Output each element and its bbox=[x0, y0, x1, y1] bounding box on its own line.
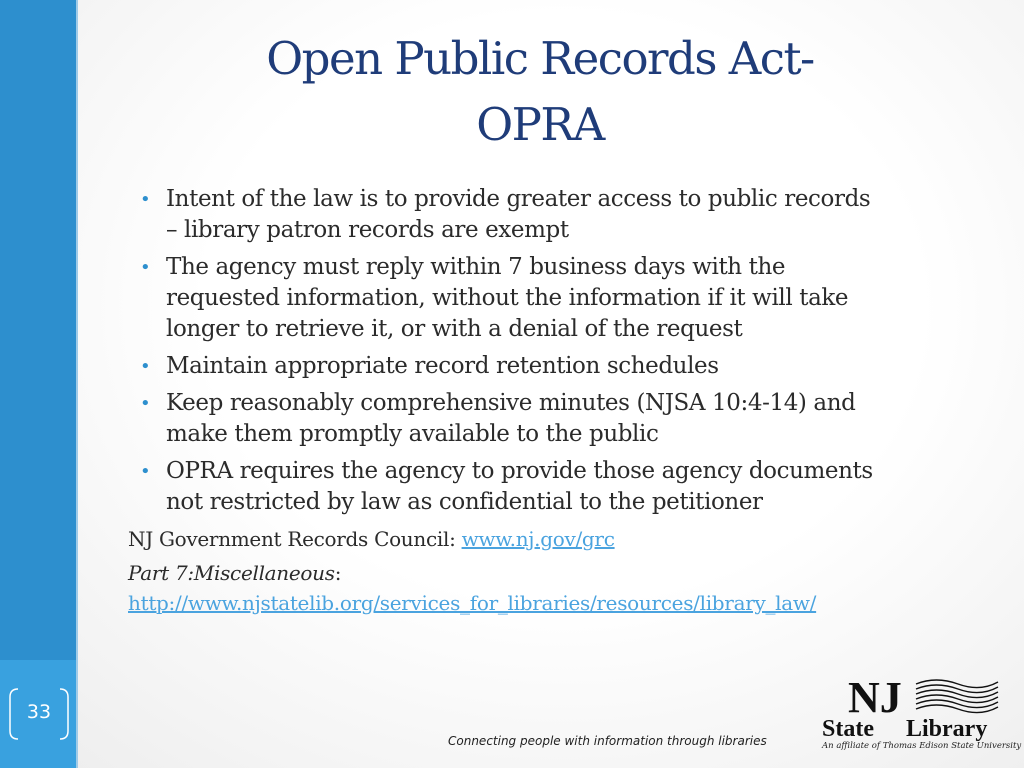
part-colon: : bbox=[334, 561, 342, 585]
bullet-dot-icon: • bbox=[140, 393, 151, 414]
side-accent-bar bbox=[0, 0, 76, 768]
title-line-2: OPRA bbox=[476, 98, 604, 151]
bullet-text: Keep reasonably comprehensive minutes (NJSA 10:4-14) and bbox=[166, 390, 856, 416]
slide-title bbox=[140, 26, 940, 158]
logo-library-text: Library bbox=[906, 716, 988, 742]
logo-nj-text: NJ bbox=[848, 674, 902, 722]
library-law-link[interactable]: http://www.njstatelib.org/services_for_libraries/resources/library_law/ bbox=[128, 591, 817, 615]
bullet-text: Maintain appropriate record retention schedules bbox=[166, 353, 719, 379]
bullet-list bbox=[140, 184, 1000, 524]
bullet-text: Intent of the law is to provide greater access to public records bbox=[166, 186, 871, 212]
logo-flag-icon bbox=[916, 680, 998, 713]
bullet-text: not restricted by law as confidential to the petitioner bbox=[166, 489, 763, 515]
side-bar-edge bbox=[76, 0, 78, 768]
bullet-text: – library patron records are exempt bbox=[166, 217, 569, 243]
page-number: 33 bbox=[26, 701, 52, 723]
footer-tagline: Connecting people with information through libraries bbox=[448, 734, 767, 748]
bullet-item bbox=[140, 252, 1000, 345]
bullet-item bbox=[140, 351, 1000, 382]
council-reference bbox=[128, 524, 1008, 554]
part-reference bbox=[128, 558, 1008, 618]
part-label: Part 7:Miscellaneous bbox=[128, 561, 335, 585]
bullet-item bbox=[140, 184, 1000, 246]
bullet-text: make them promptly available to the public bbox=[166, 421, 659, 447]
council-label: NJ Government Records Council: bbox=[128, 527, 462, 551]
bullet-dot-icon: • bbox=[140, 189, 151, 210]
title-line-1: Open Public Records Act- bbox=[266, 32, 814, 85]
bullet-item bbox=[140, 456, 1000, 518]
council-link[interactable]: www.nj.gov/grc bbox=[461, 527, 615, 551]
bullet-text: longer to retrieve it, or with a denial of the request bbox=[166, 316, 743, 342]
bullet-text: requested information, without the information if it will take bbox=[166, 285, 849, 311]
bullet-text: The agency must reply within 7 business days with the bbox=[166, 254, 786, 280]
logo-tagline: An affiliate of Thomas Edison State University bbox=[822, 741, 1022, 751]
bullet-dot-icon: • bbox=[140, 257, 151, 278]
bullet-dot-icon: • bbox=[140, 461, 151, 482]
logo-state-text: State bbox=[822, 716, 874, 742]
bullet-dot-icon: • bbox=[140, 356, 151, 377]
bullet-text: OPRA requires the agency to provide those agency documents bbox=[166, 458, 873, 484]
bullet-item bbox=[140, 388, 1000, 450]
